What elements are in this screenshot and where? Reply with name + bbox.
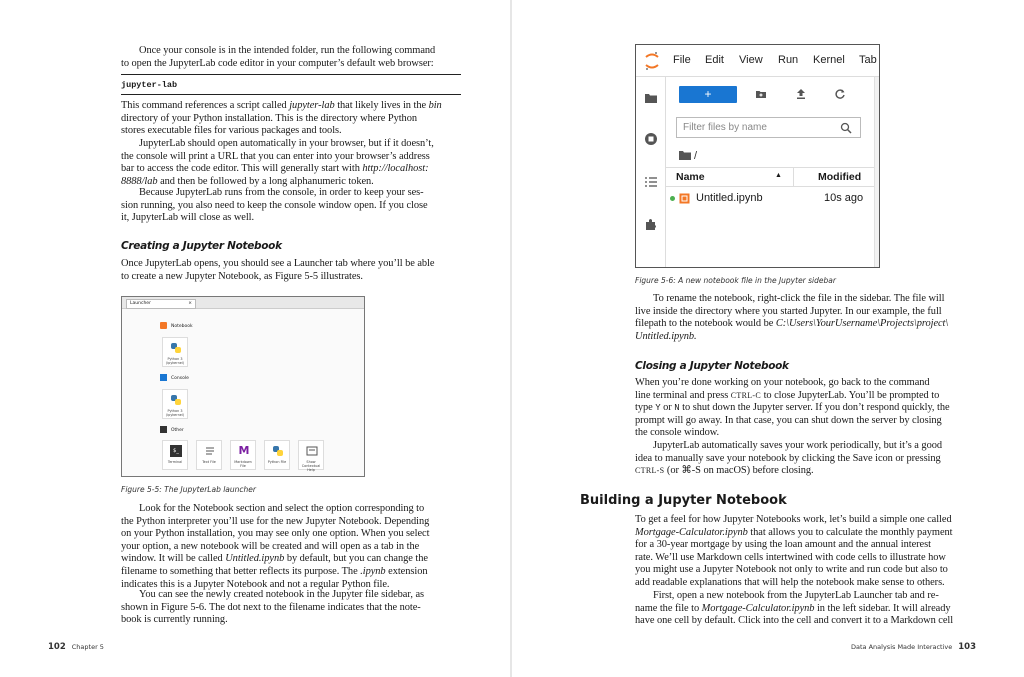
heading-building-notebook: Building a Jupyter Notebook: [580, 493, 787, 508]
text-line: JupyterLab should open automatically in your browser, but if it doesn’t,: [139, 138, 434, 149]
section-notebook: Notebook: [160, 322, 193, 329]
book-title: Data Analysis Made Interactive: [851, 643, 953, 651]
close-icon[interactable]: ×: [188, 301, 192, 306]
column-name-header[interactable]: Name: [676, 171, 705, 183]
launcher-card-python-notebook[interactable]: Python 3 (ipykernel): [162, 337, 188, 367]
file-list-header: [666, 167, 880, 187]
launcher-card-python-console[interactable]: Python 3 (ipykernel): [162, 389, 188, 419]
notebook-icon: [679, 193, 690, 204]
python-icon: [170, 394, 182, 406]
paragraph-build-first: [635, 590, 975, 628]
right-footer: [851, 642, 976, 652]
sort-ascending-icon: ▲: [775, 172, 782, 179]
text-line: directory of your Python installation. This is the directory where Python: [121, 112, 417, 124]
text-line: your option, a new notebook will be created and will open as a tab in the: [121, 540, 420, 552]
intro-paragraph: [121, 45, 461, 70]
file-browser: [666, 77, 880, 268]
text-line: This command references a script called jupyter-lab that likely lives in the bin: [121, 100, 442, 111]
text-line: for a 30-year mortgage by using the loan amount and the annual interest: [635, 539, 931, 551]
activity-bar: [636, 77, 666, 268]
text-line: stores executable files for various packages and tools.: [121, 125, 342, 137]
section-console: Console: [160, 374, 189, 381]
sidebar-scrollbar[interactable]: [874, 77, 880, 268]
paragraph-console: [121, 187, 461, 225]
refresh-icon[interactable]: [834, 88, 846, 100]
menu-bar: [636, 45, 880, 77]
text-line: add readable explanations that will help the notebook make sense to others.: [635, 576, 945, 588]
figure-jupyter-file-sidebar: [635, 44, 880, 268]
launcher-card-python-file[interactable]: Python File: [264, 440, 290, 470]
text-line: 8888/lab and then be followed by a long alphanumeric token.: [121, 175, 374, 187]
right-page: [512, 0, 1024, 677]
text-line: it, JupyterLab will close as well.: [121, 212, 255, 224]
python-icon: [272, 445, 284, 457]
paragraph-closing: [635, 377, 975, 440]
running-indicator-dot: [670, 196, 675, 201]
section-other: Other: [160, 426, 184, 433]
text-line: the console window.: [635, 427, 720, 439]
text-line: line terminal and press CTRL-C to close JupyterLab. You’ll be prompted to: [635, 389, 940, 401]
tab-launcher[interactable]: Launcher ×: [126, 299, 196, 309]
column-modified-header[interactable]: Modified: [818, 171, 862, 183]
paragraph-build-intro: [635, 514, 975, 590]
extensions-icon[interactable]: [644, 217, 658, 231]
text-line: prompt will go away. In that case, you can shut down the server by closing: [635, 414, 942, 426]
text-line: live inside the directory where you started Jupyter. In our example, the full: [635, 305, 942, 317]
paragraph-autosave: [635, 440, 975, 478]
text-line: rate. We’ll use Markdown cells intertwined with code cells to illustrate how: [635, 551, 946, 563]
text-line: you might use a Jupyter Notebook not only to write and run code but also to: [635, 564, 948, 576]
folder-icon: [679, 150, 691, 160]
text-line: the console will print a URL that you can enter into your browser’s address: [121, 150, 430, 162]
menu-view[interactable]: View: [739, 54, 763, 66]
console-icon: [160, 374, 167, 381]
launcher-card-text-file[interactable]: Text File: [196, 440, 222, 470]
text-line: shown in Figure 5-6. The dot next to the filename indicates that the note-: [121, 601, 421, 613]
launcher-card-terminal[interactable]: $_ Terminal: [162, 440, 188, 470]
text-line: First, open a new notebook from the JupyterLab Launcher tab and re-: [653, 590, 939, 601]
text-file-icon: [204, 445, 216, 457]
text-line: type Y or N to shut down the Jupyter server. If you don’t respond quickly, the: [635, 402, 950, 414]
text-line: Mortgage-Calculator.ipynb that allows you to calculate the monthly payment: [635, 526, 953, 538]
paragraph-script: [121, 100, 461, 138]
menu-edit[interactable]: Edit: [705, 54, 724, 66]
text-line: You can see the newly created notebook in the Jupyter file sidebar, as: [139, 589, 425, 600]
paragraph-rename: [635, 293, 975, 343]
heading-closing-notebook: Closing a Jupyter Notebook: [635, 360, 789, 372]
jupyter-logo-icon: [645, 51, 659, 71]
contextual-help-icon: [306, 445, 318, 457]
left-page: [0, 0, 510, 677]
figure-caption-5-6: Figure 5-6: A new notebook file in the Jupyter sidebar: [635, 276, 836, 285]
launcher-tabbar: [122, 297, 364, 309]
upload-icon[interactable]: [795, 88, 807, 100]
code-rule-top: [121, 74, 461, 75]
text-line: filepath to the notebook would be C:\Users\YourUsername\Projects\project\: [635, 318, 949, 330]
new-folder-icon[interactable]: [755, 88, 767, 100]
text-line: window. It will be called Untitled.ipynb by default, but you can change the: [121, 553, 428, 565]
breadcrumb[interactable]: /: [679, 150, 697, 162]
other-icon: [160, 426, 167, 433]
text-line: filename to something that better reflects its purpose. The .ipynb extension: [121, 565, 428, 577]
text-line: CTRL-S (or ⌘-S on macOS) before closing.: [635, 465, 814, 477]
table-of-contents-icon[interactable]: [644, 175, 658, 189]
text-line: Because JupyterLab runs from the console, in order to keep your ses-: [139, 187, 424, 198]
page-number: 102: [48, 642, 66, 652]
figure-caption-5-5: Figure 5-5: The JupyterLab launcher: [121, 485, 256, 494]
running-sessions-icon[interactable]: [644, 132, 658, 146]
new-launcher-button[interactable]: +: [679, 86, 737, 103]
left-footer: [48, 642, 104, 652]
text-line: name the file to Mortgage-Calculator.ipynb in the left sidebar. It will already: [635, 602, 951, 614]
paragraph-open-browser: [121, 138, 461, 188]
text-line: the Python interpreter you’ll use for the new Jupyter Notebook. Depending: [121, 515, 430, 527]
folder-icon[interactable]: [644, 91, 658, 105]
launcher-card-markdown-file[interactable]: M Markdown File: [230, 440, 256, 470]
code-command: jupyter-lab: [121, 80, 178, 90]
search-icon: [840, 122, 852, 134]
text-line: Look for the Notebook section and select the option corresponding to: [139, 503, 425, 514]
menu-tab[interactable]: Tab: [859, 54, 877, 66]
text-line: bar to access the code editor. This will generally start with http://localhost:: [121, 163, 429, 175]
menu-file[interactable]: File: [673, 54, 691, 66]
file-name: Untitled.ipynb: [696, 192, 763, 204]
text-line: To get a feel for how Jupyter Notebooks work, let’s build a simple one called: [635, 514, 952, 525]
text-line: To rename the notebook, right-click the file in the sidebar. The file will: [653, 293, 945, 304]
text-line: to open the JupyterLab code editor in your computer’s default web browser:: [121, 57, 434, 69]
chapter-label: Chapter 5: [71, 643, 104, 651]
text-line: book is currently running.: [121, 614, 228, 626]
text-line: Once JupyterLab opens, you should see a Launcher tab where you’ll be able: [121, 258, 435, 269]
code-rule-bottom: [121, 94, 461, 95]
filter-files-input[interactable]: Filter files by name: [676, 117, 861, 138]
page-number: 103: [958, 642, 976, 652]
file-modified: 10s ago: [824, 192, 864, 204]
menu-run[interactable]: Run: [778, 54, 799, 66]
figure-jupyterlab-launcher: [121, 296, 365, 477]
paragraph-sidebar: [121, 589, 461, 627]
text-line: sion running, you also need to keep the console window open. If you close: [121, 199, 428, 211]
terminal-icon: $_: [170, 445, 182, 457]
text-line: Once your console is in the intended folder, run the following command: [139, 45, 436, 56]
file-row[interactable]: [666, 189, 880, 209]
python-icon: [170, 342, 182, 354]
menu-kernel[interactable]: Kernel: [813, 54, 845, 66]
paragraph-notebook-section: [121, 503, 461, 591]
text-line: indicates this is a Jupyter Notebook and not a regular Python file.: [121, 578, 390, 590]
text-line: Untitled.ipynb.: [635, 330, 697, 342]
column-divider: [793, 168, 794, 186]
notebook-icon: [160, 322, 167, 329]
text-line: When you’re done working on your notebook, go back to the command: [635, 377, 930, 388]
heading-creating-notebook: Creating a Jupyter Notebook: [121, 240, 282, 252]
launcher-card-contextual-help[interactable]: Show Contextual Help: [298, 440, 324, 470]
text-line: JupyterLab automatically saves your work periodically, but it’s a good: [653, 440, 943, 451]
text-line: on your Python installation, you may see only one option. When you select: [121, 528, 430, 540]
markdown-icon: M: [238, 444, 250, 457]
text-line: have one cell by default. Click into the cell and convert it to a Markdown cell: [635, 615, 954, 627]
text-line: idea to manually save your notebook by clicking the Save icon or pressing: [635, 452, 941, 464]
paragraph-launcher: [121, 258, 461, 283]
text-line: to create a new Jupyter Notebook, as Figure 5-5 illustrates.: [121, 270, 363, 282]
